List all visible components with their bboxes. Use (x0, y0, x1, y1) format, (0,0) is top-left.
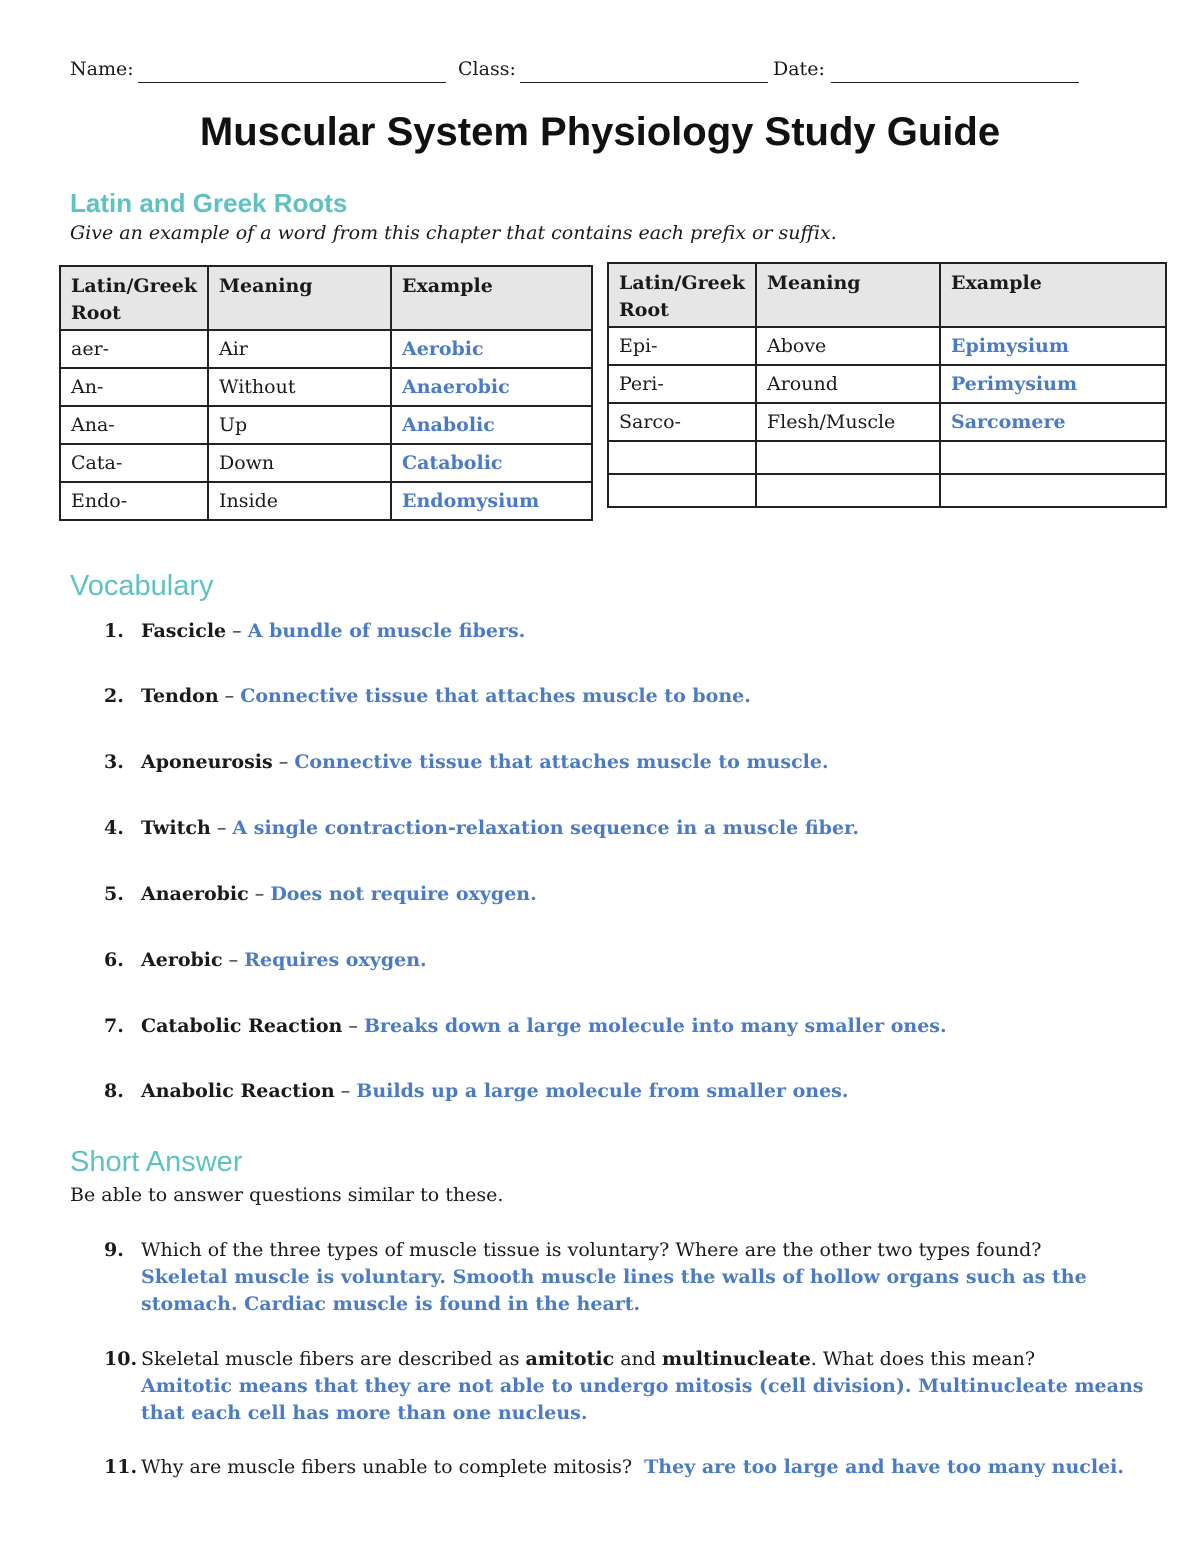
list-item (104, 883, 537, 905)
vocab-definition: Does not require oxygen. (270, 883, 537, 905)
roots-heading: Latin and Greek Roots (70, 188, 348, 218)
question-10 (104, 1346, 1144, 1427)
list-item (104, 620, 525, 642)
table-row (60, 482, 592, 520)
example-cell: Anaerobic (391, 368, 592, 406)
example-cell: Endomysium (391, 482, 592, 520)
example-cell: Perimysium (940, 365, 1166, 403)
root-cell: Cata- (60, 444, 208, 482)
meaning-cell: Without (208, 368, 391, 406)
dash: – (218, 685, 241, 707)
class-label: Class: (458, 58, 516, 80)
example-cell: Anabolic (391, 406, 592, 444)
table-row (60, 368, 592, 406)
meaning-cell: Around (756, 365, 940, 403)
col-header-example: Example (940, 263, 1166, 327)
example-cell: Epimysium (940, 327, 1166, 365)
table-row (608, 365, 1166, 403)
table-row (60, 330, 592, 368)
vocab-term: Twitch (141, 817, 211, 839)
blank-cell[interactable] (940, 474, 1166, 507)
question-fragment: . What does this mean? (810, 1348, 1036, 1370)
table-row (608, 327, 1166, 365)
root-cell: aer- (60, 330, 208, 368)
table-header-row (60, 266, 592, 330)
table-row (608, 403, 1166, 441)
list-item (104, 949, 427, 971)
vocab-definition: Connective tissue that attaches muscle to muscle. (294, 751, 829, 773)
list-item (104, 685, 751, 707)
question-text: Why are muscle fibers unable to complete mitosis? (141, 1456, 633, 1478)
short-answer-instructions: Be able to answer questions similar to these. (70, 1184, 504, 1206)
item-number: 4. (104, 817, 124, 839)
item-number: 3. (104, 751, 124, 773)
roots-table-right (607, 262, 1167, 508)
table-header-row (608, 263, 1166, 327)
vocab-term: Tendon (141, 685, 219, 707)
blank-cell[interactable] (608, 474, 756, 507)
vocab-definition: Requires oxygen. (244, 949, 427, 971)
vocab-definition: A single contraction-relaxation sequence in a muscle fiber. (232, 817, 859, 839)
question-keyword: multinucleate (661, 1348, 811, 1370)
root-cell: Epi- (608, 327, 756, 365)
vocab-term: Anabolic Reaction (141, 1080, 335, 1102)
dash: – (248, 883, 271, 905)
example-cell: Catabolic (391, 444, 592, 482)
vocabulary-heading: Vocabulary (70, 570, 214, 602)
item-number: 10. (104, 1348, 138, 1370)
vocab-term: Aerobic (141, 949, 223, 971)
vocab-definition: Breaks down a large molecule into many smaller ones. (363, 1015, 947, 1037)
blank-cell[interactable] (756, 441, 940, 474)
item-number: 7. (104, 1015, 124, 1037)
vocab-term: Catabolic Reaction (141, 1015, 343, 1037)
meaning-cell: Flesh/Muscle (756, 403, 940, 441)
question-fragment: and (614, 1348, 662, 1370)
dash: – (226, 620, 248, 642)
item-number: 11. (104, 1456, 138, 1478)
root-cell: Ana- (60, 406, 208, 444)
question-11 (104, 1454, 1144, 1481)
example-cell: Aerobic (391, 330, 592, 368)
root-cell: Sarco- (608, 403, 756, 441)
dash: – (222, 949, 245, 971)
roots-instructions: Give an example of a word from this chapter that contains each prefix or suffix. (70, 222, 837, 244)
item-number: 5. (104, 883, 124, 905)
blank-cell[interactable] (756, 474, 940, 507)
dash: – (210, 817, 233, 839)
table-row-blank (608, 441, 1166, 474)
root-cell: An- (60, 368, 208, 406)
name-label: Name: (70, 58, 134, 80)
answer-text: They are too large and have too many nuclei. (644, 1456, 1124, 1478)
example-cell: Sarcomere (940, 403, 1166, 441)
page-title: Muscular System Physiology Study Guide (199, 110, 1001, 154)
roots-table-left (59, 265, 593, 521)
item-number: 9. (104, 1239, 124, 1261)
answer-text: Amitotic means that they are not able to undergo mitosis (cell division). Multinucleate means that each cell has more than one nucleus. (141, 1375, 1144, 1424)
vocab-term: Anaerobic (141, 883, 249, 905)
meaning-cell: Up (208, 406, 391, 444)
vocab-term: Aponeurosis (141, 751, 273, 773)
list-item (104, 1080, 848, 1102)
list-item (104, 817, 859, 839)
dash: – (342, 1015, 364, 1037)
name-blank[interactable] (138, 82, 446, 83)
item-number: 2. (104, 685, 124, 707)
col-header-example: Example (391, 266, 592, 330)
root-cell: Endo- (60, 482, 208, 520)
col-header-meaning: Meaning (756, 263, 940, 327)
question-text (141, 1346, 1144, 1373)
question-text: Which of the three types of muscle tissue is voluntary? Where are the other two types found? (141, 1239, 1042, 1261)
col-header-root: Latin/Greek Root (60, 266, 208, 330)
question-keyword: amitotic (525, 1348, 615, 1370)
vocab-definition: Builds up a large molecule from smaller ones. (356, 1080, 849, 1102)
blank-cell[interactable] (608, 441, 756, 474)
col-header-meaning: Meaning (208, 266, 391, 330)
vocab-term: Fascicle (141, 620, 227, 642)
col-header-root: Latin/Greek Root (608, 263, 756, 327)
meaning-cell: Air (208, 330, 391, 368)
item-number: 1. (104, 620, 124, 642)
vocab-definition: Connective tissue that attaches muscle to bone. (240, 685, 751, 707)
item-number: 6. (104, 949, 124, 971)
table-row (60, 444, 592, 482)
question-fragment: Skeletal muscle fibers are described as (141, 1348, 526, 1370)
vocab-definition: A bundle of muscle fibers. (247, 620, 526, 642)
meaning-cell: Down (208, 444, 391, 482)
date-label: Date: (773, 58, 825, 80)
root-cell: Peri- (608, 365, 756, 403)
student-info-line (70, 58, 1080, 88)
dash: – (334, 1080, 357, 1102)
table-row-blank (608, 474, 1166, 507)
table-row (60, 406, 592, 444)
meaning-cell: Inside (208, 482, 391, 520)
list-item (104, 1015, 947, 1037)
answer-text: Skeletal muscle is voluntary. Smooth muscle lines the walls of hollow organs such as the stomach. Cardiac muscle is found in the heart. (141, 1266, 1087, 1315)
dash: – (272, 751, 295, 773)
meaning-cell: Above (756, 327, 940, 365)
item-number: 8. (104, 1080, 124, 1102)
list-item (104, 751, 829, 773)
short-answer-heading: Short Answer (70, 1146, 243, 1178)
question-9 (104, 1237, 1144, 1318)
date-blank[interactable] (831, 82, 1079, 83)
class-blank[interactable] (520, 82, 768, 83)
blank-cell[interactable] (940, 441, 1166, 474)
